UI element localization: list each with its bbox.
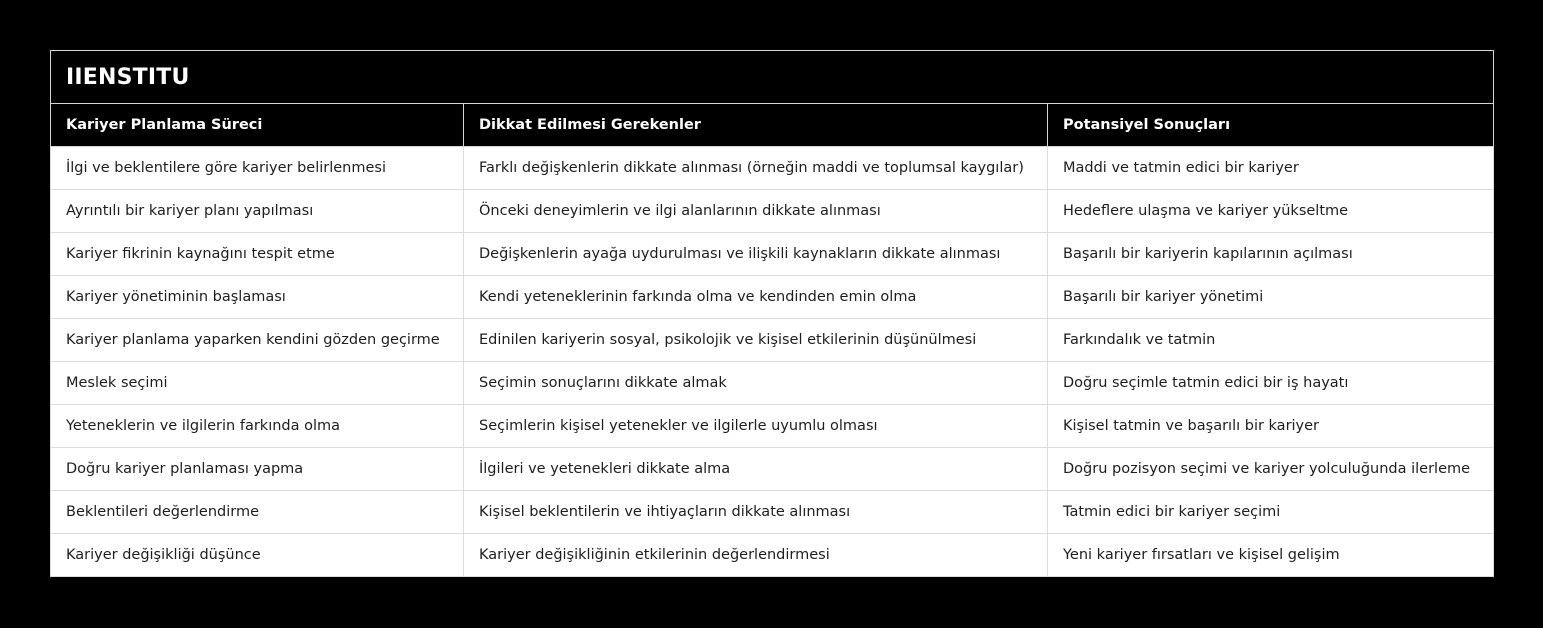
column-header-outcomes: Potansiyel Sonuçları	[1048, 104, 1494, 147]
cell-process: Kariyer planlama yaparken kendini gözden geçirme	[51, 319, 464, 362]
title-row	[51, 51, 1494, 104]
cell-outcomes: Maddi ve tatmin edici bir kariyer	[1048, 147, 1494, 190]
cell-considerations: Önceki deneyimlerin ve ilgi alanlarının dikkate alınması	[464, 190, 1048, 233]
table-row	[51, 448, 1494, 491]
table-title: IIENSTITU	[51, 51, 1494, 104]
table-row	[51, 190, 1494, 233]
cell-process: Kariyer değişikliği düşünce	[51, 534, 464, 577]
cell-outcomes: Hedeflere ulaşma ve kariyer yükseltme	[1048, 190, 1494, 233]
cell-considerations: Kariyer değişikliğinin etkilerinin değerlendirmesi	[464, 534, 1048, 577]
cell-considerations: Değişkenlerin ayağa uydurulması ve ilişkili kaynakların dikkate alınması	[464, 233, 1048, 276]
table-row	[51, 233, 1494, 276]
cell-considerations: Kişisel beklentilerin ve ihtiyaçların dikkate alınması	[464, 491, 1048, 534]
cell-considerations: İlgileri ve yetenekleri dikkate alma	[464, 448, 1048, 491]
table-row	[51, 147, 1494, 190]
table-row	[51, 319, 1494, 362]
header-row	[51, 104, 1494, 147]
cell-considerations: Edinilen kariyerin sosyal, psikolojik ve kişisel etkilerinin düşünülmesi	[464, 319, 1048, 362]
cell-considerations: Seçimin sonuçlarını dikkate almak	[464, 362, 1048, 405]
cell-outcomes: Yeni kariyer fırsatları ve kişisel gelişim	[1048, 534, 1494, 577]
cell-outcomes: Farkındalık ve tatmin	[1048, 319, 1494, 362]
cell-process: Doğru kariyer planlaması yapma	[51, 448, 464, 491]
cell-process: Kariyer yönetiminin başlaması	[51, 276, 464, 319]
cell-process: Kariyer fikrinin kaynağını tespit etme	[51, 233, 464, 276]
cell-process: Meslek seçimi	[51, 362, 464, 405]
cell-outcomes: Kişisel tatmin ve başarılı bir kariyer	[1048, 405, 1494, 448]
cell-process: İlgi ve beklentilere göre kariyer belirlenmesi	[51, 147, 464, 190]
cell-process: Beklentileri değerlendirme	[51, 491, 464, 534]
table-row	[51, 534, 1494, 577]
table-container	[50, 50, 1493, 577]
cell-outcomes: Başarılı bir kariyer yönetimi	[1048, 276, 1494, 319]
table-row	[51, 276, 1494, 319]
cell-outcomes: Doğru seçimle tatmin edici bir iş hayatı	[1048, 362, 1494, 405]
cell-outcomes: Başarılı bir kariyerin kapılarının açılması	[1048, 233, 1494, 276]
cell-outcomes: Doğru pozisyon seçimi ve kariyer yolculuğunda ilerleme	[1048, 448, 1494, 491]
cell-process: Yeteneklerin ve ilgilerin farkında olma	[51, 405, 464, 448]
cell-process: Ayrıntılı bir kariyer planı yapılması	[51, 190, 464, 233]
cell-considerations: Farklı değişkenlerin dikkate alınması (örneğin maddi ve toplumsal kaygılar)	[464, 147, 1048, 190]
table-row	[51, 491, 1494, 534]
cell-outcomes: Tatmin edici bir kariyer seçimi	[1048, 491, 1494, 534]
column-header-process: Kariyer Planlama Süreci	[51, 104, 464, 147]
column-header-considerations: Dikkat Edilmesi Gerekenler	[464, 104, 1048, 147]
career-planning-table	[50, 50, 1494, 577]
cell-considerations: Kendi yeteneklerinin farkında olma ve kendinden emin olma	[464, 276, 1048, 319]
cell-considerations: Seçimlerin kişisel yetenekler ve ilgilerle uyumlu olması	[464, 405, 1048, 448]
table-row	[51, 362, 1494, 405]
table-row	[51, 405, 1494, 448]
